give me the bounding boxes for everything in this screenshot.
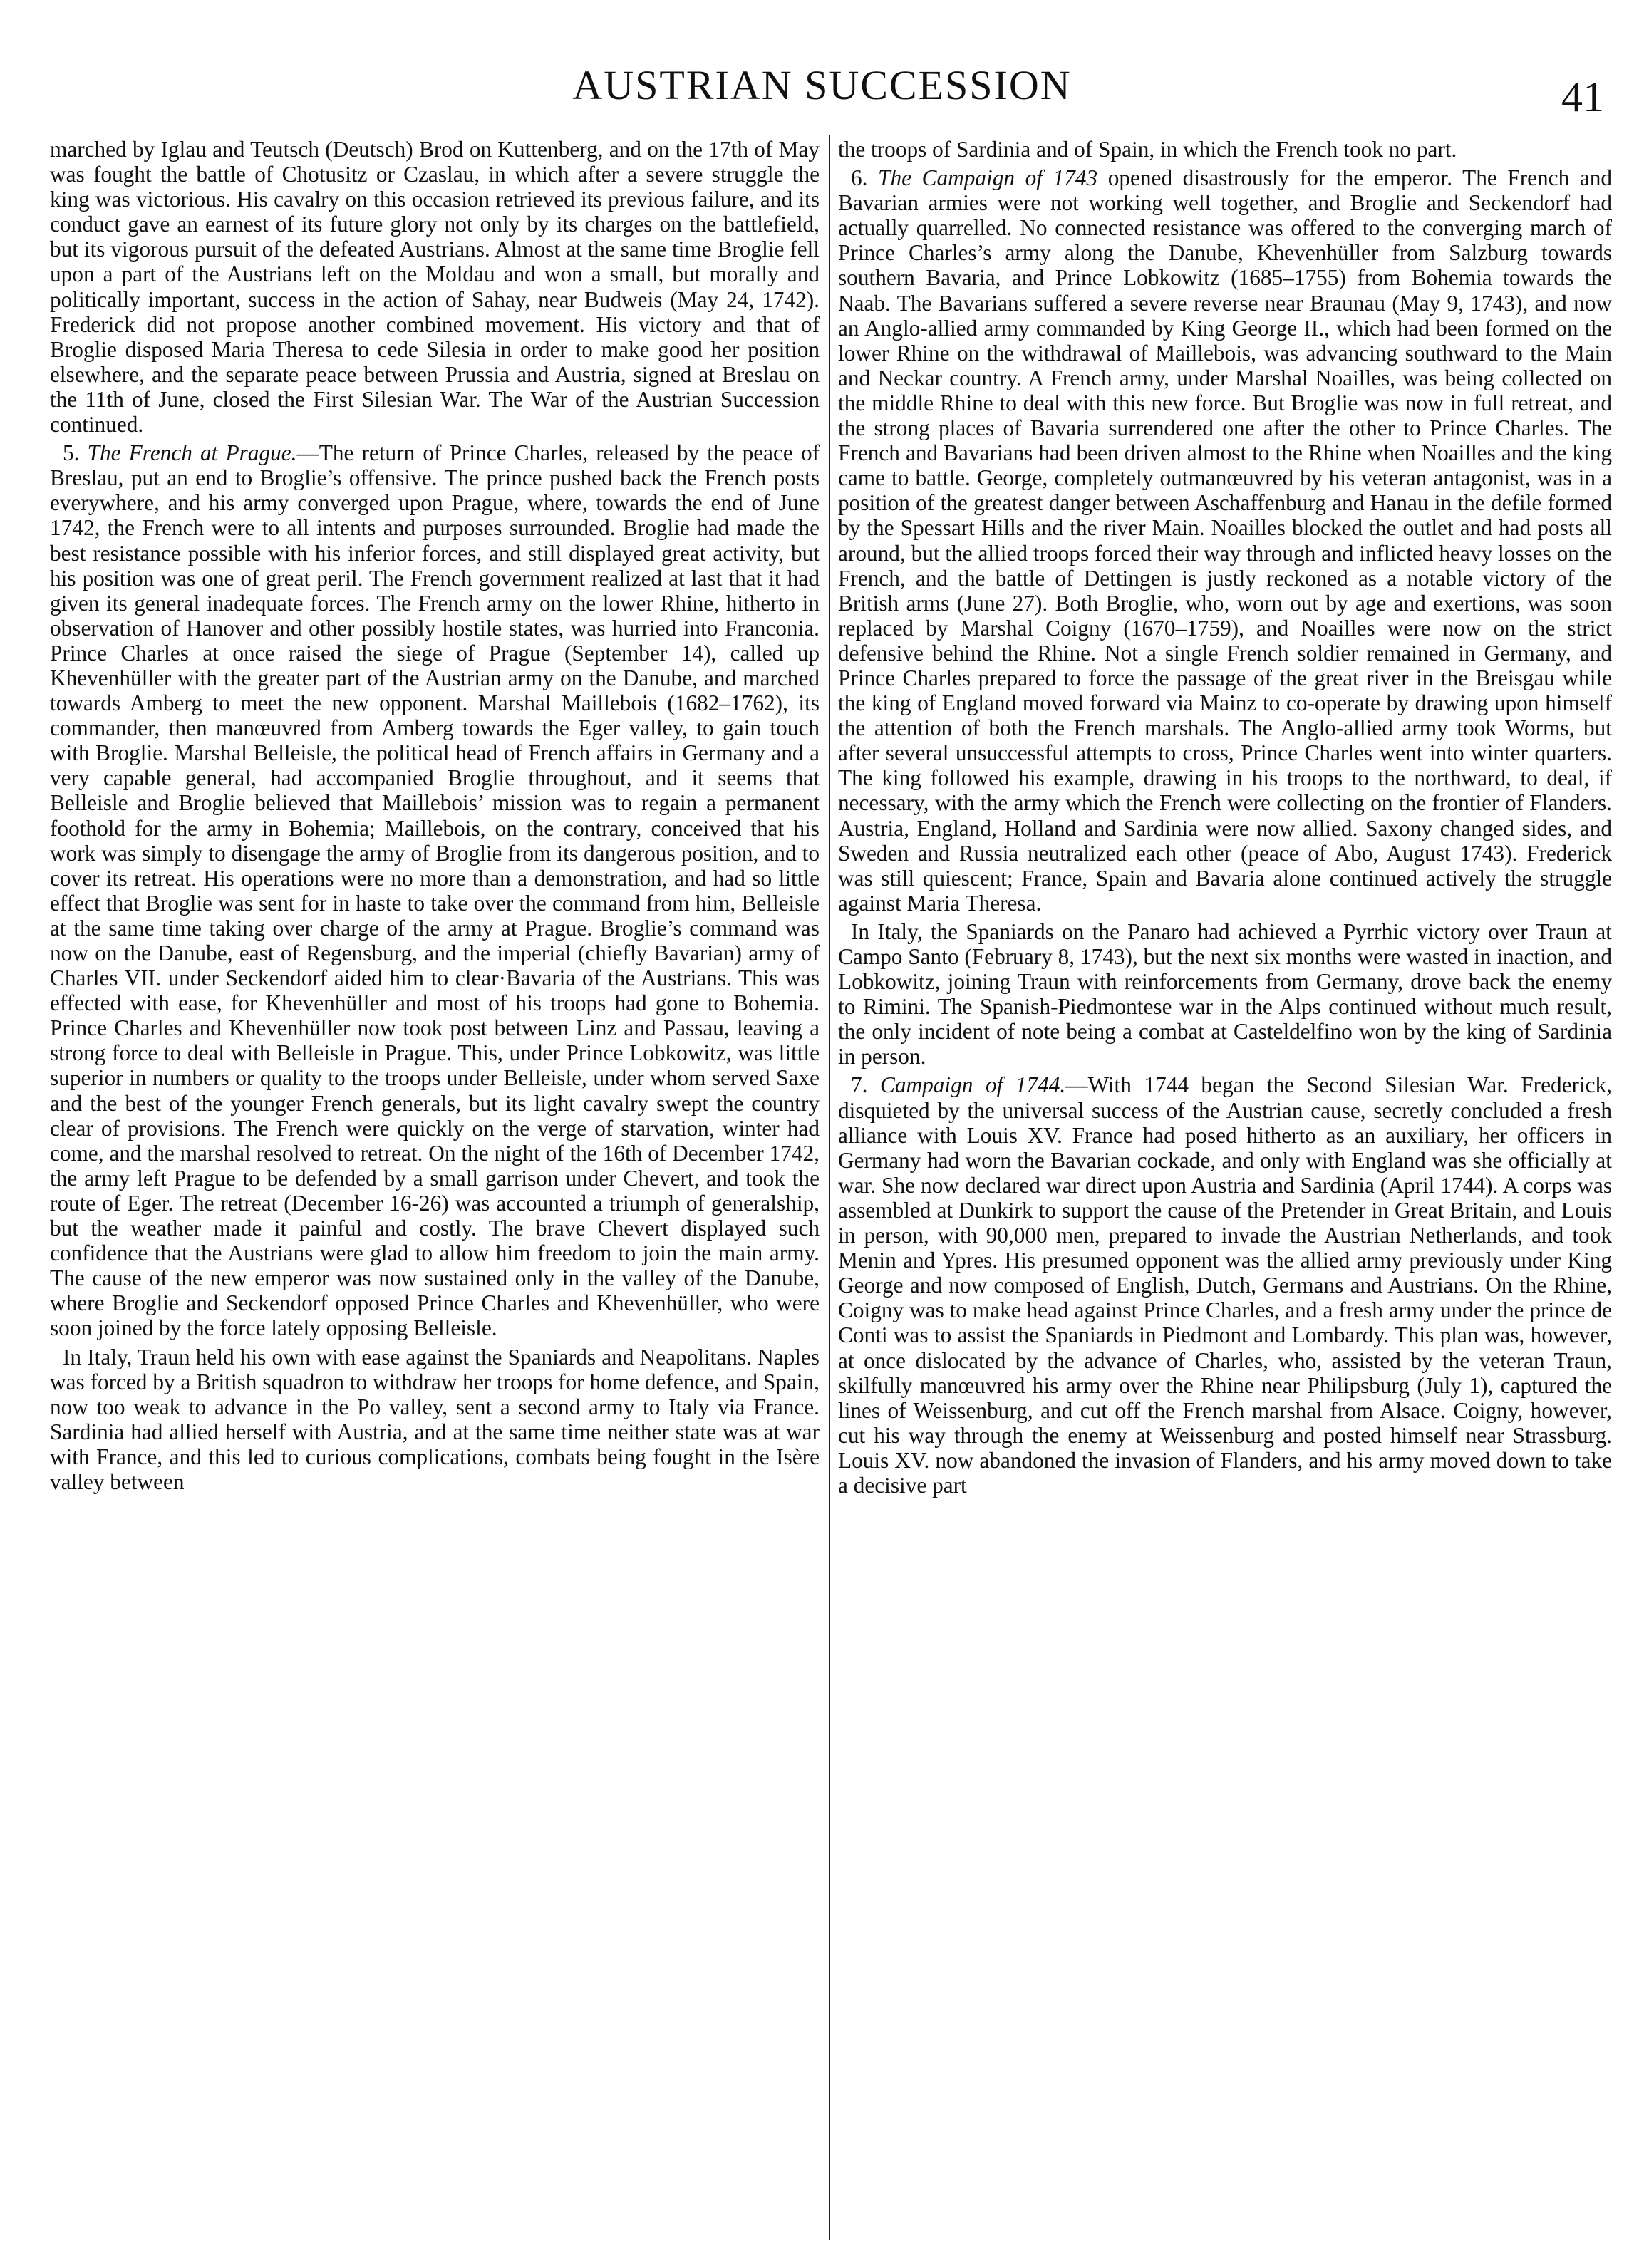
section-heading: The Campaign of 1743 (878, 165, 1098, 191)
page-number: 41 (1561, 73, 1604, 120)
left-column (50, 137, 820, 2246)
paragraph: In Italy, Traun held his own with ease against the Spaniards and Neapolitans. Naples was forced by a British squadron to withdraw her troops for home defence, and Spain, now too weak to advance in the Po valley, sent a second army to Italy via France. Sardinia had allied herself with Austria, and at the same time neither state was at war with France, and this led to curious complications, combats being fought in the Isère valley between (50, 1344, 820, 1494)
paragraph: marched by Iglau and Teutsch (Deutsch) Brod on Kuttenberg, and on the 17th of May was fought the battle of Chotusitz or Czaslau, in which after a severe struggle the king was victorious. His cavalry on this occasion retrieved its previous failure, and its conduct gave an earnest of its future glory not only by its charges on the battlefield, but its vigorous pursuit of the defeated Austrians. Almost at the same time Broglie fell upon a part of the Austrians left on the Moldau and won a small, but morally and politically important, success in the action of Sahay, near Budweis (May 24, 1742). Frederick did not propose another combined movement. His victory and that of Broglie disposed Maria Theresa to cede Silesia in order to make good her position elsewhere, and the separate peace between Prussia and Austria, signed at Breslau on the 11th of June, closed the First Silesian War. The War of the Austrian Succession continued. (50, 137, 820, 437)
section-heading: The French at Prague. (87, 440, 297, 466)
paragraph: In Italy, the Spaniards on the Panaro had achieved a Pyrrhic victory over Traun at Campo Santo (February 8, 1743), but the next six months were wasted in inaction, and Lobkowitz, joining Traun with reinforcements from Germany, drove back the enemy to Rimini. The Spanish-Piedmontese war in the Alps continued without much result, the only incident of note being a combat at Casteldelfino won by the king of Sardinia in person. (838, 918, 1612, 1070)
section-number: 7. (851, 1072, 881, 1098)
running-head (0, 60, 1644, 124)
section-paragraph (838, 165, 1612, 916)
section-text: —With 1744 began the Second Silesian War. Frederick, disquieted by the universal success of the Austrian cause, secretly concluded a fresh alliance with Louis XV. France had posed hitherto as an auxiliary, her officers in Germany had worn the Bavarian cockade, and only with England was she officially at war. She now declared war direct upon Austria and Sardinia (April 1744). A corps was assembled at Dunkirk to support the cause of the Pretender in Great Britain, and Louis in person, with 90,000 men, prepared to invade the Austrian Netherlands, and took Menin and Ypres. His presumed opponent was the allied army previously under King George and now composed of English, Dutch, Germans and Austrians. On the Rhine, Coigny was to make head against Prince Charles, and a fresh army under the prince de Conti was to assist the Spaniards in Piedmont and Lombardy. This plan was, however, at once dislocated by the advance of Charles, who, assisted by the veteran Traun, skilfully manœuvred his army over the Rhine near Philipsburg (July 1), captured the lines of Weissenburg, and cut off the French marshal from Alsace. Coigny, however, cut his way through the enemy at Weissenburg and posted himself near Strassburg. Louis XV. now abandoned the invasion of Flanders, and his army moved down to take a decisive part (838, 1072, 1612, 1498)
right-column (838, 137, 1612, 2246)
section-text: opened disastrously for the emperor. The French and Bavarian armies were not working well together, and Broglie and Seckendorf had actually quarrelled. No connected resistance was offered to the converging march of Prince Charles’s army along the Danube, Khevenhüller from Salzburg towards southern Bavaria, and Prince Lobkowitz (1685–1755) from Bohemia towards the Naab. The Bavarians suffered a severe reverse near Braunau (May 9, 1743), and now an Anglo-allied army commanded by King George II., which had been formed on the lower Rhine on the withdrawal of Maillebois, was advancing southward to the Main and Neckar country. A French army, under Marshal Noailles, was being collected on the middle Rhine to deal with this new force. But Broglie was now in full retreat, and the strong places of Bavaria surrendered one after the other to Prince Charles. The French and Bavarians had been driven almost to the Rhine when Noailles and the king came to battle. George, completely outmanœuvred by his veteran antagonist, was in a position of the greatest danger between Aschaffenburg and Hanau in the defile formed by the Spessart Hills and the river Main. Noailles blocked the outlet and had posts all around, but the allied troops forced their way through and inflicted heavy losses on the French, and the battle of Dettingen is justly reckoned as a notable victory of the British arms (June 27). Both Broglie, who, worn out by age and exertions, was soon replaced by Marshal Coigny (1670–1759), and Noailles were now on the strict defensive behind the Rhine. Not a single French soldier remained in Germany, and Prince Charles prepared to force the passage of the great river in the Breisgau while the king of England moved forward via Mainz to co-operate by drawing upon himself the attention of both the French marshals. The Anglo-allied army took Worms, but after several unsuccessful attempts to cross, Prince Charles went into winter quarters. The king followed his example, drawing in his troops to the northward, to deal, if necessary, with the army which the French were collecting on the frontier of Flanders. Austria, England, Holland and Sardinia were now allied. Saxony changed sides, and Sweden and Russia neutralized each other (peace of Abo, August 1743). Frederick was still quiescent; France, Spain and Bavaria alone continued actively the struggle against Maria Theresa. (838, 165, 1612, 916)
section-paragraph (50, 440, 820, 1340)
section-text: —The return of Prince Charles, released by the peace of Breslau, put an end to Broglie’s offensive. The prince pushed back the French posts everywhere, and his army converged upon Prague, where, towards the end of June 1742, the French were to all intents and purposes surrounded. Broglie had made the best resistance possible with his inferior forces, and still displayed great activity, but his position was one of great peril. The French government realized at last that it had given its general inadequate forces. The French army on the lower Rhine, hitherto in observation of Hanover and other possibly hostile states, was hurried into Franconia. Prince Charles at once raised the siege of Prague (September 14), called up Khevenhüller with the greater part of the Austrian army on the Danube, and marched towards Amberg to meet the new opponent. Marshal Maillebois (1682–1762), its commander, then manœuvred from Amberg towards the Eger valley, to gain touch with Broglie. Marshal Belleisle, the political head of French affairs in Germany and a very capable general, had accompanied Broglie throughout, and it seems that Belleisle and Broglie believed that Maillebois’ mission was to regain a permanent foothold for the army in Bohemia; Maillebois, on the contrary, conceived that his work was simply to disengage the army of Broglie from its dangerous position, and to cover its retreat. His operations were no more than a demonstration, and had so little effect that Broglie was sent for in haste to take over the command from him, Belleisle at the same time taking over charge of the army at Prague. Broglie’s command was now on the Danube, east of Regensburg, and the imperial (chiefly Bavarian) army of Charles VII. under Seckendorf aided him to clear·Bavaria of the Austrians. This was effected with ease, for Khevenhüller and most of his troops had gone to Bohemia. Prince Charles and Khevenhüller now took post between Linz and Passau, leaving a strong force to deal with Belleisle in Prague. This, under Prince Lobkowitz, was little superior in numbers or quality to the troops under Belleisle, under whom served Saxe and the best of the younger French generals, but its light cavalry swept the country clear of provisions. The French were quickly on the verge of starvation, winter had come, and the marshal resolved to retreat. On the night of the 16th of December 1742, the army left Prague to be defended by a small garrison under Chevert, and took the route of Eger. The retreat (December 16-26) was accounted a triumph of generalship, but the weather made it painful and costly. The brave Chevert displayed such confidence that the Austrians were glad to allow him freedom to join the main army. The cause of the new emperor was now sustained only in the valley of the Danube, where Broglie and Seckendorf opposed Prince Charles and Khevenhüller, who were soon joined by the force lately opposing Belleisle. (50, 440, 820, 1341)
section-heading: Campaign of 1744. (880, 1072, 1066, 1098)
section-number: 6. (851, 165, 879, 191)
paragraph: the troops of Sardinia and of Spain, in which the French took no part. (838, 137, 1457, 162)
running-title: AUSTRIAN SUCCESSION (572, 62, 1072, 108)
section-paragraph (838, 1072, 1612, 1498)
section-number: 5. (63, 440, 88, 466)
column-divider (829, 135, 830, 2240)
